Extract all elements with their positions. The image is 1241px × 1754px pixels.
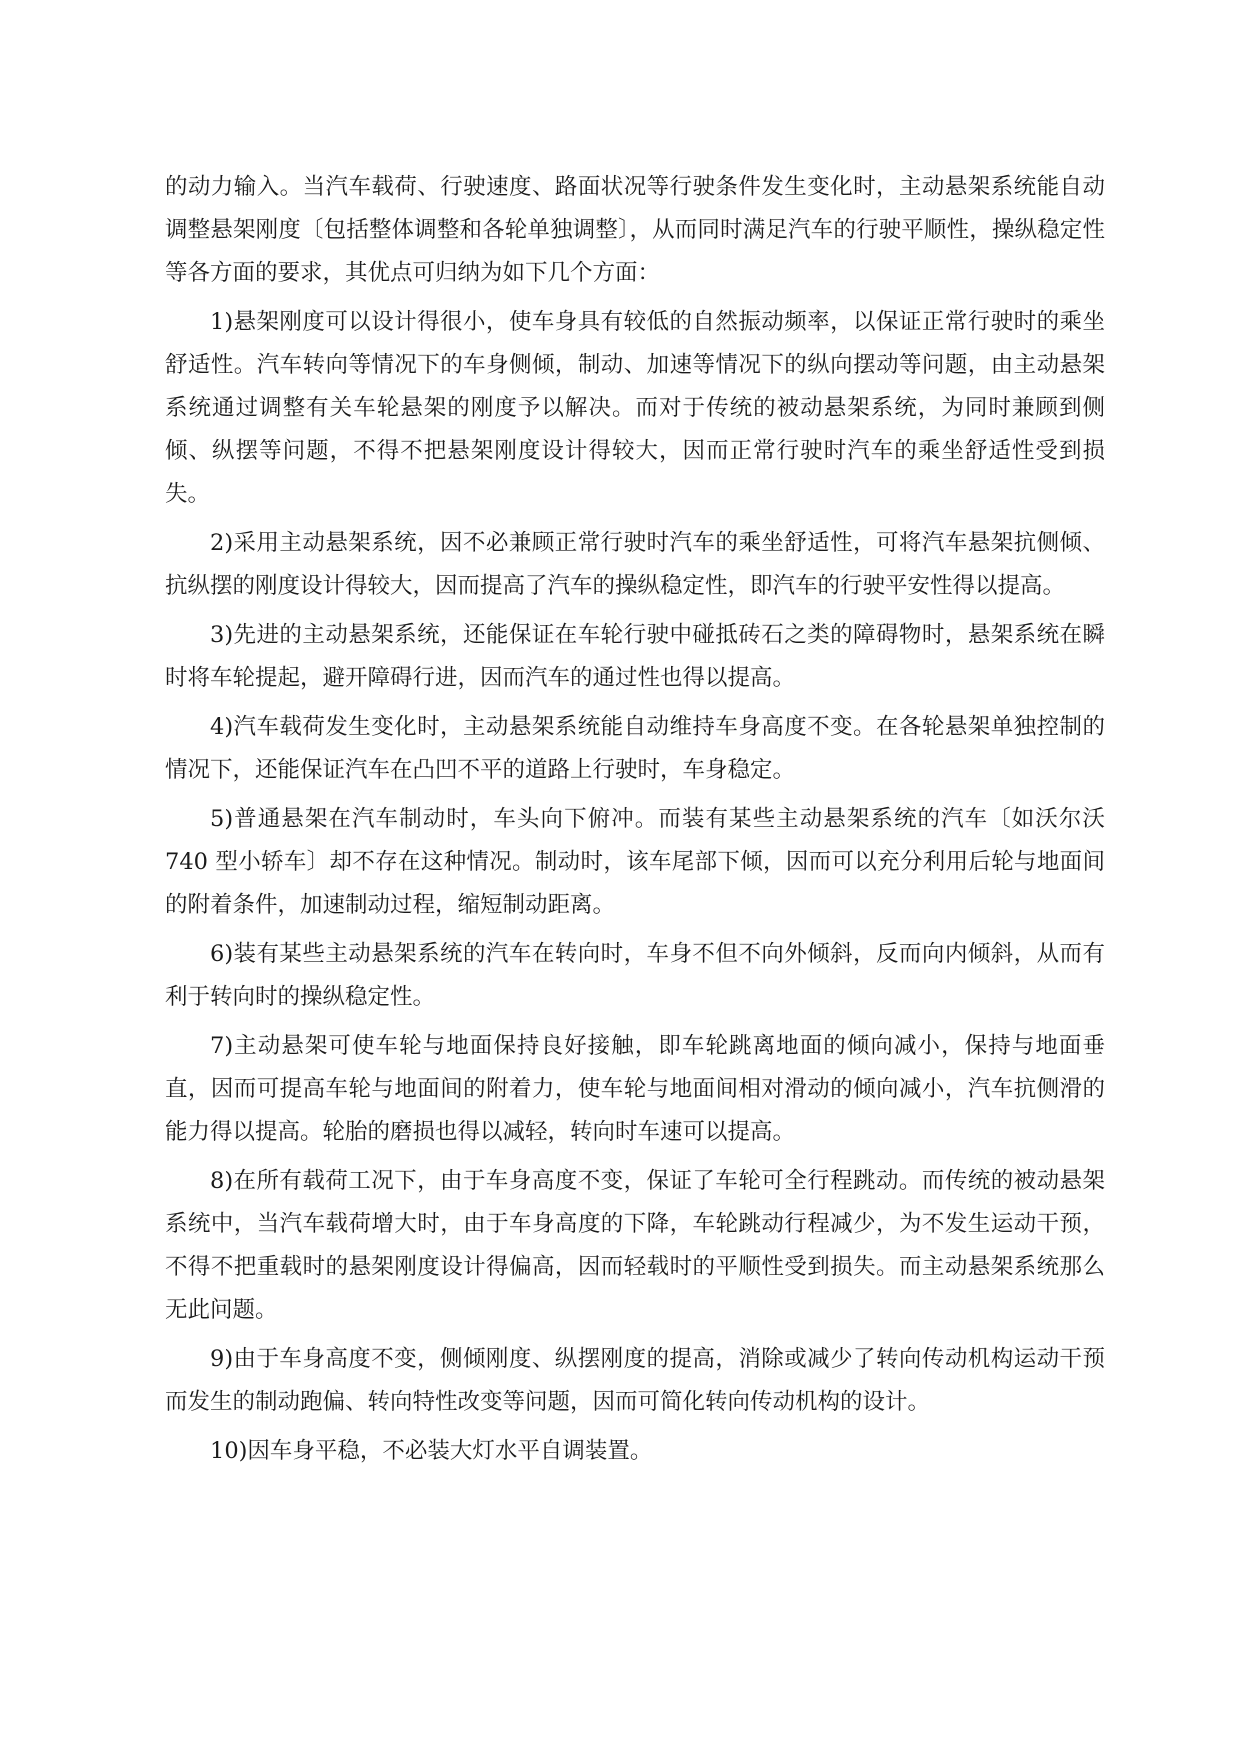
paragraph-item-9: 9)由于车身高度不变，侧倾刚度、纵摆刚度的提高，消除或减少了转向传动机构运动干预而发生的制动跑偏、转向特性改变等问题，因而可简化转向传动机构的设计。 xyxy=(165,1346,1105,1415)
paragraph-item-10: 10)因车身平稳，不必装大灯水平自调装置。 xyxy=(210,1438,653,1464)
paragraph-continuation: 的动力输入。当汽车载荷、行驶速度、路面状况等行驶条件发生变化时，主动悬架系统能自动调整悬架刚度〔包括整体调整和各轮单独调整〕，从而同时满足汽车的行驶平顺性，操纵稳定性等各方面的要求，其优点可归纳为如下几个方面： xyxy=(165,174,1105,286)
paragraph-item-8: 8)在所有载荷工况下，由于车身高度不变，保证了车轮可全行程跳动。而传统的被动悬架系统中，当汽车载荷增大时，由于车身高度的下降，车轮跳动行程减少，为不发生运动干预，不得不把重载时的悬架刚度设计得偏高，因而轻载时的平顺性受到损失。而主动悬架系统那么无此问题。 xyxy=(165,1168,1105,1323)
paragraph-item-5: 5)普通悬架在汽车制动时，车头向下俯冲。而装有某些主动悬架系统的汽车〔如沃尔沃 740 型小轿车〕却不存在这种情况。制动时，该车尾部下倾，因而可以充分利用后轮与地面间的附着条件，加速制动过程，缩短制动距离。 xyxy=(165,806,1105,918)
paragraph-item-2: 2)采用主动悬架系统，因不必兼顾正常行驶时汽车的乘坐舒适性，可将汽车悬架抗侧倾、抗纵摆的刚度设计得较大，因而提高了汽车的操纵稳定性，即汽车的行驶平安性得以提高。 xyxy=(165,530,1105,599)
paragraph-item-3: 3)先进的主动悬架系统，还能保证在车轮行驶中碰抵砖石之类的障碍物时，悬架系统在瞬时将车轮提起，避开障碍行进，因而汽车的通过性也得以提高。 xyxy=(165,622,1105,691)
paragraph-item-1: 1)悬架刚度可以设计得很小，使车身具有较低的自然振动频率，以保证正常行驶时的乘坐舒适性。汽车转向等情况下的车身侧倾，制动、加速等情况下的纵向摆动等问题，由主动悬架系统通过调整有关车轮悬架的刚度予以解决。而对于传统的被动悬架系统，为同时兼顾到侧倾、纵摆等问题，不得不把悬架刚度设计得较大，因而正常行驶时汽车的乘坐舒适性受到损失。 xyxy=(165,309,1105,507)
paragraph-item-7: 7)主动悬架可使车轮与地面保持良好接触，即车轮跳离地面的倾向减小，保持与地面垂直，因而可提高车轮与地面间的附着力，使车轮与地面间相对滑动的倾向减小，汽车抗侧滑的能力得以提高。轮胎的磨损也得以减轻，转向时车速可以提高。 xyxy=(165,1033,1105,1145)
document-body xyxy=(165,166,1105,1479)
paragraph-item-4: 4)汽车载荷发生变化时，主动悬架系统能自动维持车身高度不变。在各轮悬架单独控制的情况下，还能保证汽车在凸凹不平的道路上行驶时，车身稳定。 xyxy=(165,714,1105,783)
paragraph-item-6: 6)装有某些主动悬架系统的汽车在转向时，车身不但不向外倾斜，反而向内倾斜，从而有利于转向时的操纵稳定性。 xyxy=(165,941,1105,1010)
